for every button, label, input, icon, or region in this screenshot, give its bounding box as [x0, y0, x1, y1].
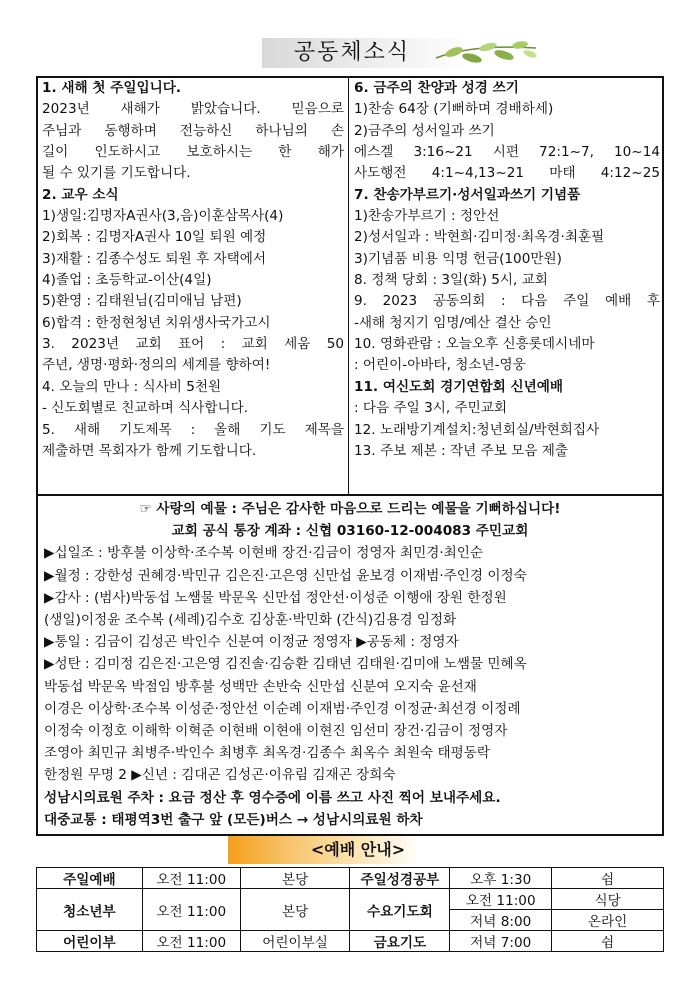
- offering-line: 한정원 무명 2 ▶신년 : 김대곤 김성곤·이유림 김재곤 장희숙: [44, 767, 396, 784]
- table-cell: 온라인: [552, 910, 664, 931]
- news-line: 5)환영 : 김태원님(김미애님 남편): [42, 293, 242, 310]
- news-line: 길이 인도하시고 보호하시는 한 해가: [42, 144, 344, 161]
- offering-list: [44, 542, 662, 831]
- news-right-column: [354, 78, 660, 496]
- table-cell: 식당: [552, 889, 664, 910]
- table-row: [37, 889, 664, 910]
- table-cell: 쉼: [552, 868, 664, 889]
- news-line: 주님과 동행하며 전능하신 하나님의 손: [42, 122, 344, 139]
- table-cell: 오전 11:00: [142, 889, 240, 931]
- offering-line: ▶십일조 : 방후불 이상학·조수복 이현배 장건·김금이 정영자 최민경·최인순: [44, 545, 484, 562]
- offering-line: ▶성탄 : 김미정 김은진·고은영 김진솔·김승환 김태년 김태원·김미애 노쌤물 민혜옥: [44, 656, 527, 673]
- table-cell: 오전 11:00: [142, 931, 240, 952]
- leaf-decoration-icon: [432, 38, 540, 70]
- offering-line: ▶통일 : 김금이 김성곤 박인수 신분여 이정균 정영자 ▶공동체 : 정영자: [44, 634, 459, 651]
- worship-guide-banner: [228, 834, 468, 866]
- table-cell: 청소년부: [37, 889, 143, 931]
- table-cell: 어린이부실: [240, 931, 350, 952]
- news-line: 2. 교우 소식: [42, 186, 119, 203]
- news-line: 3. 2023년 교회 표어 : 교회 세움 50: [42, 336, 344, 353]
- column-divider: [348, 78, 349, 496]
- table-cell: 본당: [240, 889, 350, 931]
- table-cell: 어린이부: [37, 931, 143, 952]
- table-cell: 저녁 7:00: [450, 931, 552, 952]
- table-cell: 주일예배: [37, 868, 143, 889]
- news-line: 제출하면 목회자가 함께 기도합니다.: [42, 442, 257, 459]
- table-cell: 오전 11:00: [142, 868, 240, 889]
- offering-line: (생일)이정윤 조수복 (세례)김수호 김상훈·박민화 (간식)김용경 임정화: [44, 612, 457, 629]
- news-line: 12. 노래방기계설치:청년회실/박현희집사: [354, 421, 600, 438]
- news-line: 2)성서일과 : 박현희·김미정·최옥경·최훈필: [354, 229, 605, 246]
- news-line: 11. 여신도회 경기연합회 신년예배: [354, 378, 563, 395]
- news-line: : 다음 주일 3시, 주민교회: [354, 400, 508, 417]
- news-line: 4)졸업 : 초등학교-이산(4일): [42, 272, 212, 289]
- news-line: 6)합격 : 한정현청년 치위생사국가고시: [42, 314, 271, 331]
- offering-box: [36, 496, 664, 836]
- news-line: 13. 주보 제본 : 작년 주보 모음 제출: [354, 442, 569, 459]
- news-line: 5. 새해 기도제목 : 올해 기도 제목을: [42, 421, 344, 438]
- offering-heading: ☞ 사랑의 예물 : 주님은 감사한 마음으로 드리는 예물을 기뻐하십니다!: [139, 501, 561, 517]
- table-cell: 오후 1:30: [450, 868, 552, 889]
- news-line: 에스겔 3:16~21 시편 72:1~7, 10~14: [354, 144, 660, 161]
- page-title: 공동체소식: [293, 40, 411, 65]
- news-line: - 신도회별로 친교하며 식사합니다.: [42, 400, 249, 417]
- offering-line: ▶월정 : 강한성 권혜경·박민규 김은진·고은영 신만섭 윤보경 이재범·주인경 이정숙: [44, 567, 527, 584]
- table-cell: 주일성경공부: [350, 868, 450, 889]
- news-line: 1)찬송 64장 (기뻐하며 경배하세): [354, 101, 554, 118]
- news-line: 1)찬송가부르기 : 정안선: [354, 208, 500, 225]
- news-line: 주년, 생명·평화·정의의 세계를 향하여!: [42, 357, 271, 374]
- news-left-column: [42, 78, 344, 496]
- offering-line: 성남시의료원 주차 : 요금 정산 후 영수증에 이름 쓰고 사진 찍어 보내주세요.: [44, 789, 501, 806]
- worship-schedule-table: [36, 867, 664, 952]
- table-cell: 쉼: [552, 931, 664, 952]
- news-line: 10. 영화관람 : 오늘오후 신흥롯데시네마: [354, 336, 595, 353]
- table-cell: 금요기도: [350, 931, 450, 952]
- news-line: 1. 새해 첫 주일입니다.: [42, 80, 182, 96]
- offering-line: 대중교통 : 태평역3번 출구 앞 (모든)버스 → 성남시의료원 하차: [44, 811, 423, 828]
- news-line: 2)금주의 성서일과 쓰기: [354, 122, 495, 139]
- news-line: 8. 정책 당회 : 3일(화) 5시, 교회: [354, 272, 548, 289]
- news-box: [36, 76, 664, 496]
- news-line: 3)재활 : 김종수성도 퇴원 후 자택에서: [42, 250, 266, 267]
- news-line: : 어린이-아바타, 청소년-영웅: [354, 357, 526, 374]
- offering-line: ▶감사 : (범사)박동섭 노쌤물 박문옥 신만섭 정안선·이성준 이행애 장원 한정원: [44, 589, 507, 606]
- table-cell: 본당: [240, 868, 350, 889]
- table-cell: 수요기도회: [350, 889, 450, 931]
- bank-account: 교회 공식 통장 계좌 : 신협 03160-12-004083 주민교회: [171, 523, 529, 540]
- news-line: 4. 오늘의 만나 : 식사비 5천원: [42, 378, 222, 395]
- offering-line: 이경은 이상학·조수복 이성준·정안선 이순례 이재범·주인경 이정균·최선경 이정례: [44, 700, 521, 717]
- news-line: 3)기념품 비용 익명 헌금(100만원): [354, 250, 562, 267]
- offering-line: 박동섭 박문옥 박점임 방후불 성백만 손반숙 신만섭 신분여 오지숙 윤선재: [44, 678, 477, 695]
- offering-line: 이정숙 이정호 이해학 이혁준 이현배 이현애 이현진 임선미 장건·김금이 정영자: [44, 723, 508, 740]
- offering-line: 조영아 최민규 최병주·박인수 최병후 최옥경·김종수 최옥수 최원숙 태평동락: [44, 745, 490, 762]
- news-line: 1)생일:김명자A권사(3,음)이훈삼목사(4): [42, 208, 284, 225]
- news-line: 9. 2023 공동의회 : 다음 주일 예배 후: [354, 293, 660, 310]
- table-row: [37, 868, 664, 889]
- table-cell: 저녁 8:00: [450, 910, 552, 931]
- news-line: 사도행전 4:1~4,13~21 마태 4:12~25: [354, 165, 660, 182]
- news-line: -새해 청지기 임명/예산 결산 승인: [354, 314, 552, 331]
- news-line: 될 수 있기를 기도합니다.: [42, 165, 191, 182]
- worship-guide-title: <예배 안내>: [310, 840, 406, 859]
- news-line: 6. 금주의 찬양과 성경 쓰기: [354, 80, 519, 96]
- table-cell: 오전 11:00: [450, 889, 552, 910]
- news-line: 2)회복 : 김명자A권사 10일 퇴원 예정: [42, 229, 267, 246]
- news-line: 2023년 새해가 밝았습니다. 믿음으로: [42, 101, 344, 118]
- news-line: 7. 찬송가부르기·성서일과쓰기 기념품: [354, 186, 581, 203]
- table-row: [37, 931, 664, 952]
